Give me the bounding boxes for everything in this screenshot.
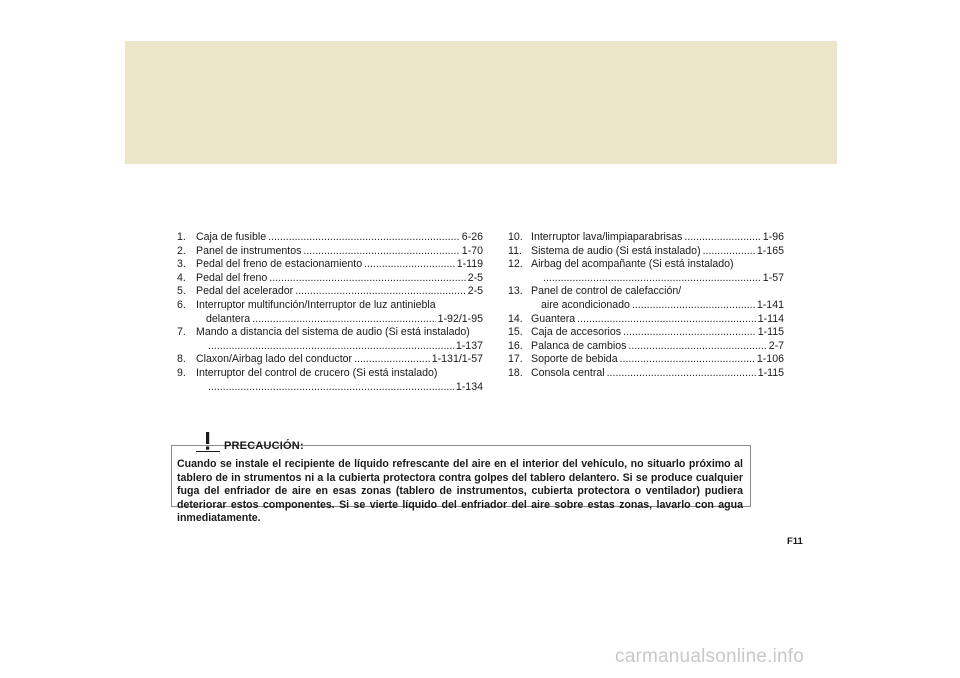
list-item — [508, 340, 784, 354]
dot-leader — [607, 367, 756, 381]
item-number: 13. — [508, 285, 523, 298]
item-page-ref: 1-115 — [757, 326, 784, 339]
item-page-ref: 1-57 — [762, 271, 784, 284]
item-line — [196, 353, 483, 367]
item-page-ref: 2-5 — [467, 285, 483, 298]
item-label: Pedal del acelerador — [196, 285, 294, 298]
list-item — [508, 326, 784, 340]
item-page-ref: 6-26 — [461, 231, 483, 243]
item-number: 2. — [177, 244, 186, 257]
dot-leader — [354, 353, 430, 367]
header-banner — [125, 41, 837, 164]
item-line — [196, 231, 483, 245]
item-line — [531, 313, 784, 327]
item-line — [531, 299, 784, 313]
dot-leader — [252, 313, 435, 327]
list-item — [508, 231, 784, 245]
item-label: Soporte de bebida — [531, 353, 618, 366]
item-label: Palanca de cambios — [531, 339, 627, 352]
item-line — [196, 272, 483, 286]
item-number: 6. — [177, 298, 186, 311]
item-line — [531, 326, 784, 340]
item-label: Consola central — [531, 366, 605, 379]
item-label: Caja de accesorios — [531, 326, 622, 339]
dot-leader — [268, 231, 460, 245]
item-label: Airbag del acompañante (Si está instalado) — [531, 258, 734, 271]
item-number: 8. — [177, 353, 186, 366]
item-number: 11. — [508, 244, 522, 257]
item-label: Interruptor lava/limpiaparabrisas — [531, 231, 683, 243]
item-page-ref: 1-70 — [461, 244, 483, 257]
warning-text: Cuando se instale el recipiente de líquido refrescante del aire en el interior del vehículo, no situarlo próximo al tablero de in strumentos ni a la cubierta protectora contra golpes del tablero delantero. Si se produce cualquier fuga del enfriador de aire en esas zonas (tablero de instrumentos, cubierta protectora o ventilador) pudiera deteriorar estos componentes. Si se vierte líquido del enfriador del aire sobre estas zonas, lavarlo con agua inmediatamente. — [177, 458, 743, 525]
list-item — [508, 245, 784, 259]
list-item — [177, 326, 483, 353]
item-number: 15. — [508, 326, 523, 339]
item-page-ref: 2-5 — [467, 271, 483, 284]
item-label: Claxon/Airbag lado del conductor — [196, 353, 353, 366]
item-line — [531, 245, 784, 259]
item-label: Panel de control de calefacción/ — [531, 285, 682, 298]
item-line — [196, 381, 483, 395]
item-line — [196, 285, 483, 299]
item-line — [531, 285, 784, 299]
warning-header — [196, 429, 416, 457]
item-label: Pedal del freno de estacionamiento — [196, 258, 363, 271]
item-label: delantera — [206, 312, 251, 325]
item-line — [196, 340, 483, 354]
item-page-ref: 1-165 — [756, 244, 784, 257]
item-number: 14. — [508, 312, 523, 325]
item-number: 16. — [508, 339, 523, 352]
item-line — [196, 326, 483, 340]
list-item — [177, 272, 483, 286]
item-page-ref: 1-92/1-95 — [437, 312, 483, 325]
left-item-list — [177, 231, 483, 394]
list-item — [177, 285, 483, 299]
item-number: 17. — [508, 353, 523, 366]
item-line — [531, 353, 784, 367]
dot-leader — [208, 381, 454, 395]
item-line — [531, 258, 784, 272]
item-label: Pedal del freno — [196, 271, 268, 284]
dot-leader — [269, 272, 465, 286]
item-number: 10. — [508, 231, 523, 243]
item-page-ref: 1-115 — [757, 366, 784, 379]
item-label: aire acondicionado — [541, 298, 630, 311]
item-page-ref: 1-141 — [756, 298, 784, 311]
item-label: Sistema de audio (Si está instalado) — [531, 244, 701, 257]
item-page-ref: 1-106 — [756, 353, 784, 366]
list-item — [508, 353, 784, 367]
dot-leader — [577, 313, 756, 327]
list-item — [177, 299, 483, 326]
list-item — [508, 367, 784, 381]
page-number: F11 — [787, 536, 803, 547]
item-number: 9. — [177, 366, 186, 379]
item-label: Caja de fusible — [196, 231, 267, 243]
list-item — [177, 367, 483, 394]
right-item-list — [508, 231, 784, 381]
dot-leader — [628, 340, 766, 354]
item-label: Mando a distancia del sistema de audio (Si está instalado) — [196, 326, 470, 339]
item-line — [196, 299, 483, 313]
dot-leader — [623, 326, 756, 340]
item-number: 12. — [508, 258, 523, 271]
watermark: carmanualsonline.info — [615, 646, 805, 667]
dot-leader — [543, 272, 761, 286]
item-number: 5. — [177, 285, 186, 298]
item-line — [531, 367, 784, 381]
list-item — [177, 258, 483, 272]
warning-title: PRECAUCIÓN: — [224, 440, 304, 452]
list-item — [508, 285, 784, 312]
item-label: Panel de instrumentos — [196, 244, 302, 257]
item-label: Interruptor multifunción/Interruptor de luz antiniebla — [196, 298, 436, 311]
item-line — [196, 313, 483, 327]
dot-leader — [364, 258, 455, 272]
item-page-ref: 1-137 — [455, 339, 483, 352]
item-label: Interruptor del control de crucero (Si está instalado) — [196, 366, 438, 379]
item-number: 4. — [177, 271, 186, 284]
item-label: Guantera — [531, 312, 576, 325]
dot-leader — [208, 340, 454, 354]
item-page-ref: 1-134 — [455, 380, 483, 393]
dot-leader — [295, 285, 466, 299]
item-page-ref: 1-114 — [757, 312, 784, 325]
list-item — [177, 245, 483, 259]
item-page-ref: 1-96 — [762, 231, 784, 243]
dot-leader — [632, 299, 755, 313]
dot-leader — [703, 245, 755, 259]
item-line — [196, 245, 483, 259]
item-line — [531, 272, 784, 286]
item-number: 7. — [177, 326, 186, 339]
item-number: 18. — [508, 366, 523, 379]
dot-leader — [684, 231, 760, 245]
item-page-ref: 2-7 — [768, 339, 784, 352]
list-item — [177, 231, 483, 245]
dot-leader — [620, 353, 755, 367]
item-line — [196, 258, 483, 272]
item-line — [196, 367, 483, 381]
list-item — [508, 313, 784, 327]
list-item — [177, 353, 483, 367]
item-number: 1. — [177, 231, 186, 243]
item-line — [531, 231, 784, 245]
dot-leader — [303, 245, 459, 259]
item-number: 3. — [177, 258, 186, 271]
warning-exclamation-icon — [196, 429, 220, 453]
list-item — [508, 258, 784, 285]
item-page-ref: 1-131/1-57 — [431, 353, 483, 366]
item-page-ref: 1-119 — [456, 258, 483, 271]
item-line — [531, 340, 784, 354]
